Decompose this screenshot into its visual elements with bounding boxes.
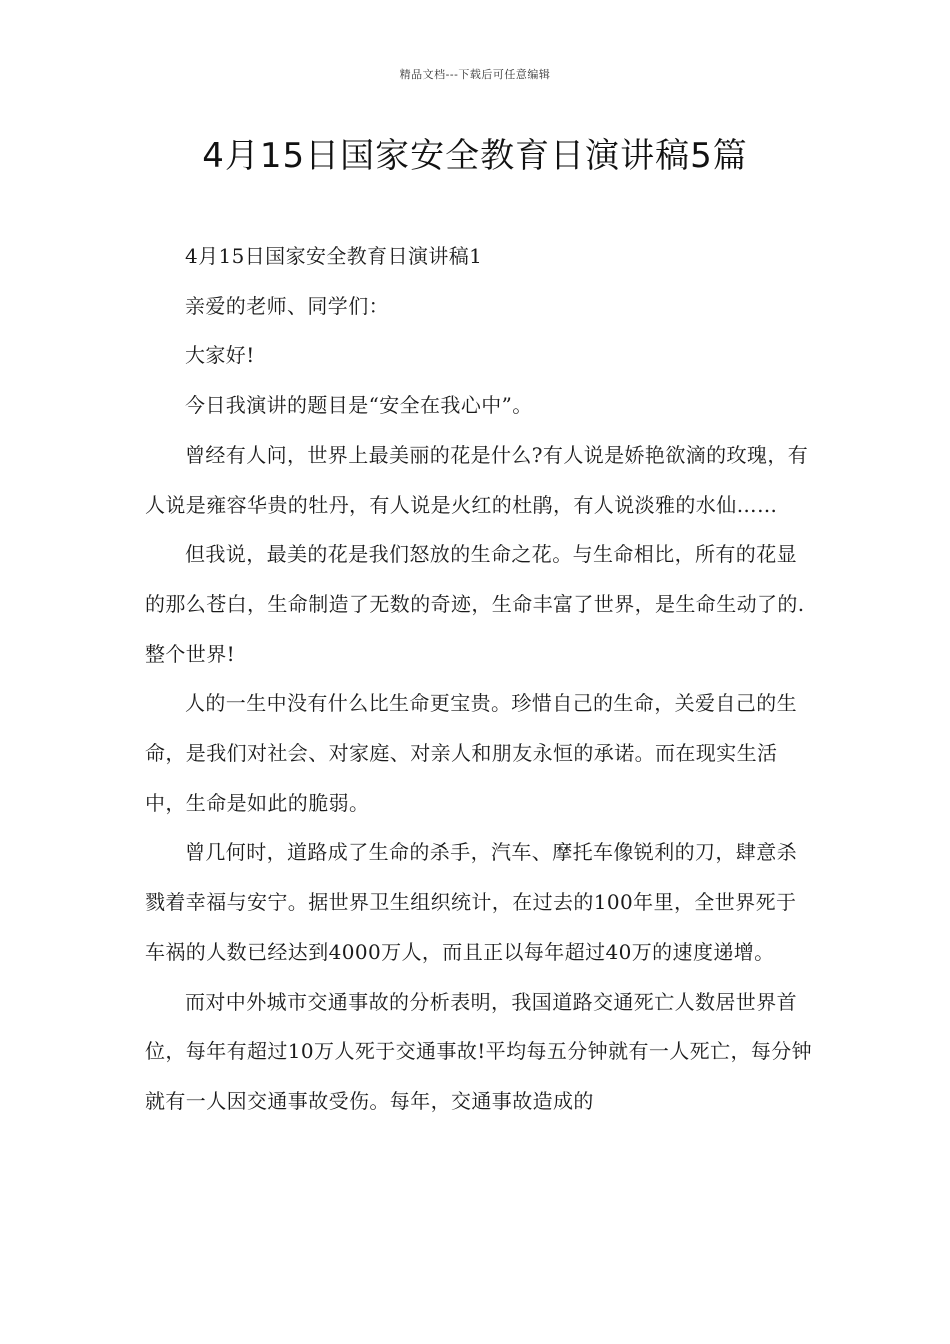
document-body — [145, 232, 815, 1127]
paragraph-subtitle: 4月15日国家安全教育日演讲稿1 — [185, 244, 483, 268]
document-title: 4月15日国家安全教育日演讲稿5篇 — [202, 136, 748, 176]
header-note: 精品文档---下载后可任意编辑 — [399, 68, 551, 81]
paragraph: 曾几何时，道路成了生命的杀手，汽车、摩托车像锐利的刀，肆意杀戮着幸福与安宁。据世界卫生组织统计，在过去的100年里，全世界死于车祸的人数已经达到4000万人，而且正以每年超过40万的速度递增。 — [145, 840, 797, 964]
paragraph: 但我说，最美的花是我们怒放的生命之花。与生命相比，所有的花显的那么苍白，生命制造了无数的奇迹，生命丰富了世界，是生命生动了的.整个世界! — [145, 542, 805, 666]
paragraph: 而对中外城市交通事故的分析表明，我国道路交通死亡人数居世界首位，每年有超过10万人死于交通事故!平均每五分钟就有一人死亡，每分钟就有一人因交通事故受伤。每年，交通事故造成的 — [145, 989, 813, 1113]
paragraph-topic: 今日我演讲的题目是“安全在我心中”。 — [185, 393, 533, 418]
paragraph: 曾经有人问，世界上最美丽的花是什么?有人说是娇艳欲滴的玫瑰，有人说是雍容华贵的牡丹，有人说是火红的杜鹃，有人说淡雅的水仙…… — [145, 442, 809, 517]
paragraph-salutation: 亲爱的老师、同学们： — [185, 293, 389, 318]
paragraph-greeting: 大家好! — [185, 343, 255, 368]
paragraph: 人的一生中没有什么比生命更宝贵。珍惜自己的生命，关爱自己的生命，是我们对社会、对家庭、对亲人和朋友永恒的承诺。而在现实生活中，生命是如此的脆弱。 — [145, 691, 797, 815]
